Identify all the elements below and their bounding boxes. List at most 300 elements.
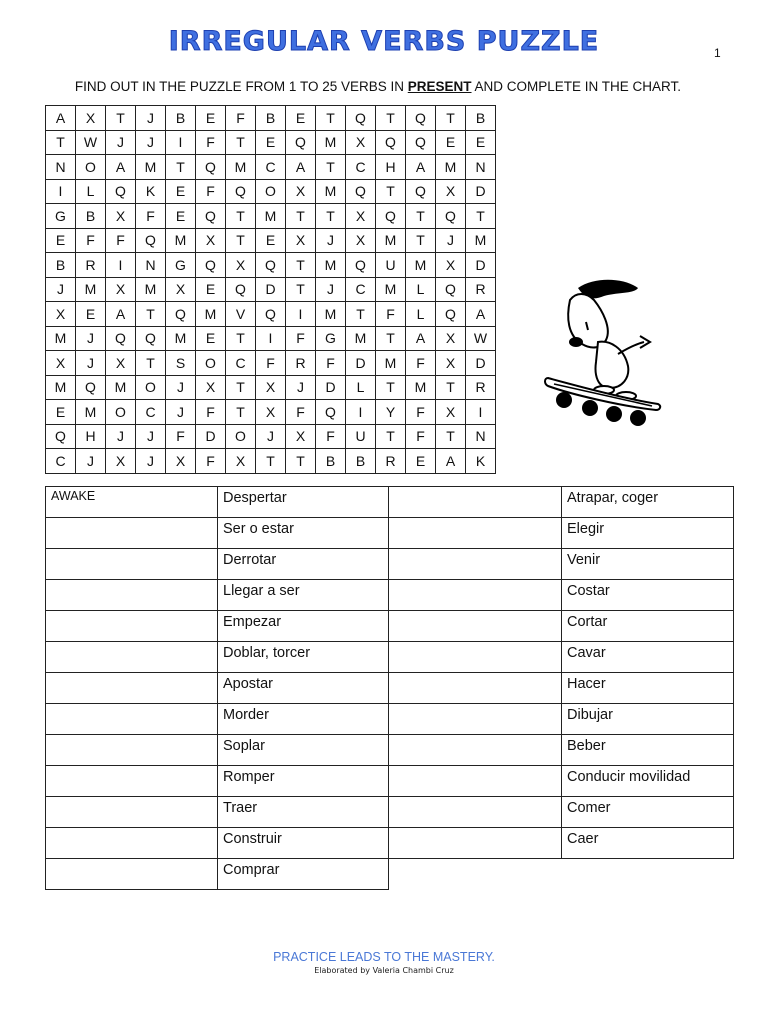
grid-letter: F bbox=[316, 351, 346, 376]
grid-letter: Q bbox=[256, 302, 286, 327]
grid-letter: T bbox=[286, 449, 316, 474]
grid-letter: X bbox=[436, 351, 466, 376]
grid-letter: Q bbox=[346, 253, 376, 278]
instructions bbox=[0, 79, 756, 94]
grid-letter: X bbox=[256, 375, 286, 400]
grid-letter: O bbox=[106, 400, 136, 425]
grid-letter: X bbox=[166, 277, 196, 302]
grid-letter: Q bbox=[46, 424, 76, 449]
grid-letter: E bbox=[256, 130, 286, 155]
grid-letter: T bbox=[436, 106, 466, 131]
grid-letter: E bbox=[406, 449, 436, 474]
chart-row bbox=[46, 828, 734, 859]
grid-letter: T bbox=[316, 106, 346, 131]
grid-letter: Q bbox=[226, 277, 256, 302]
grid-letter: F bbox=[406, 400, 436, 425]
chart-row bbox=[46, 580, 734, 611]
grid-letter: J bbox=[166, 400, 196, 425]
grid-letter: T bbox=[226, 326, 256, 351]
answer-cell[interactable] bbox=[46, 549, 218, 580]
grid-letter: T bbox=[226, 204, 256, 229]
grid-letter: E bbox=[196, 106, 226, 131]
grid-letter: N bbox=[466, 424, 496, 449]
chart-row bbox=[46, 797, 734, 828]
grid-letter: M bbox=[166, 228, 196, 253]
grid-letter: A bbox=[106, 155, 136, 180]
grid-letter: Q bbox=[436, 302, 466, 327]
grid-letter: A bbox=[46, 106, 76, 131]
answer-cell[interactable] bbox=[389, 611, 562, 642]
grid-letter: O bbox=[226, 424, 256, 449]
grid-letter: D bbox=[466, 351, 496, 376]
grid-letter: X bbox=[196, 228, 226, 253]
grid-letter: X bbox=[436, 326, 466, 351]
spanish-verb-cell: Atrapar, coger bbox=[562, 487, 734, 518]
grid-letter: D bbox=[316, 375, 346, 400]
spanish-verb-cell: Romper bbox=[218, 766, 389, 797]
grid-letter: Q bbox=[136, 228, 166, 253]
answer-cell[interactable] bbox=[46, 859, 218, 890]
grid-letter: W bbox=[466, 326, 496, 351]
grid-letter: B bbox=[76, 204, 106, 229]
grid-row bbox=[46, 179, 496, 204]
grid-letter: T bbox=[136, 302, 166, 327]
grid-letter: R bbox=[466, 277, 496, 302]
grid-row bbox=[46, 155, 496, 180]
grid-letter: M bbox=[256, 204, 286, 229]
grid-letter: F bbox=[196, 449, 226, 474]
grid-letter: Q bbox=[406, 106, 436, 131]
grid-letter: Q bbox=[406, 179, 436, 204]
grid-letter: M bbox=[46, 375, 76, 400]
grid-letter: X bbox=[436, 253, 466, 278]
spanish-verb-cell: Llegar a ser bbox=[218, 580, 389, 611]
grid-letter: O bbox=[136, 375, 166, 400]
grid-letter: X bbox=[346, 228, 376, 253]
grid-letter: X bbox=[286, 228, 316, 253]
grid-letter: T bbox=[406, 228, 436, 253]
grid-letter: F bbox=[406, 424, 436, 449]
spanish-verb-cell: Beber bbox=[562, 735, 734, 766]
grid-letter: J bbox=[76, 351, 106, 376]
grid-letter: J bbox=[76, 449, 106, 474]
spanish-verb-cell: Venir bbox=[562, 549, 734, 580]
grid-letter: F bbox=[136, 204, 166, 229]
grid-letter: F bbox=[226, 106, 256, 131]
spanish-verb-cell: Despertar bbox=[218, 487, 389, 518]
grid-letter: Q bbox=[226, 179, 256, 204]
spanish-verb-cell: Caer bbox=[562, 828, 734, 859]
grid-letter: J bbox=[106, 424, 136, 449]
spanish-verb-cell: Cortar bbox=[562, 611, 734, 642]
grid-letter: E bbox=[466, 130, 496, 155]
grid-letter: E bbox=[196, 326, 226, 351]
grid-letter: G bbox=[316, 326, 346, 351]
grid-letter: Q bbox=[406, 130, 436, 155]
grid-letter: E bbox=[286, 106, 316, 131]
grid-letter: M bbox=[376, 351, 406, 376]
spanish-verb-cell: Costar bbox=[562, 580, 734, 611]
grid-letter: F bbox=[376, 302, 406, 327]
answer-cell[interactable] bbox=[46, 642, 218, 673]
spanish-verb-cell: Comer bbox=[562, 797, 734, 828]
grid-letter: M bbox=[136, 155, 166, 180]
grid-letter: T bbox=[286, 204, 316, 229]
footer-credit: Elaborated by Valeria Chambi Cruz bbox=[314, 966, 454, 975]
grid-letter: C bbox=[46, 449, 76, 474]
spanish-verb-cell: Derrotar bbox=[218, 549, 389, 580]
grid-letter: T bbox=[436, 424, 466, 449]
grid-letter: J bbox=[136, 424, 166, 449]
spanish-verb-cell: Doblar, torcer bbox=[218, 642, 389, 673]
chart-row bbox=[46, 611, 734, 642]
grid-row bbox=[46, 253, 496, 278]
grid-letter: J bbox=[76, 326, 106, 351]
grid-letter: Y bbox=[376, 400, 406, 425]
grid-letter: Q bbox=[376, 130, 406, 155]
grid-letter: R bbox=[286, 351, 316, 376]
grid-letter: T bbox=[286, 253, 316, 278]
grid-letter: Q bbox=[286, 130, 316, 155]
grid-letter: B bbox=[46, 253, 76, 278]
grid-letter: U bbox=[376, 253, 406, 278]
grid-letter: D bbox=[256, 277, 286, 302]
grid-letter: X bbox=[346, 130, 376, 155]
grid-letter: T bbox=[376, 106, 406, 131]
grid-letter: Q bbox=[196, 155, 226, 180]
grid-letter: Q bbox=[196, 204, 226, 229]
grid-letter: J bbox=[106, 130, 136, 155]
grid-letter: T bbox=[376, 179, 406, 204]
spanish-verb-cell: Comprar bbox=[218, 859, 389, 890]
grid-row bbox=[46, 302, 496, 327]
chart-row bbox=[46, 735, 734, 766]
grid-row bbox=[46, 228, 496, 253]
grid-letter: O bbox=[76, 155, 106, 180]
grid-letter: J bbox=[316, 228, 346, 253]
grid-letter: F bbox=[196, 400, 226, 425]
grid-letter: E bbox=[436, 130, 466, 155]
grid-letter: R bbox=[466, 375, 496, 400]
grid-letter: H bbox=[76, 424, 106, 449]
answer-cell[interactable] bbox=[46, 735, 218, 766]
grid-row bbox=[46, 424, 496, 449]
grid-letter: T bbox=[226, 130, 256, 155]
grid-letter: X bbox=[226, 449, 256, 474]
snoopy-skateboard-illustration bbox=[540, 270, 670, 430]
grid-letter: F bbox=[166, 424, 196, 449]
grid-letter: F bbox=[286, 326, 316, 351]
answer-cell[interactable] bbox=[46, 766, 218, 797]
grid-letter: T bbox=[316, 204, 346, 229]
grid-letter: C bbox=[346, 155, 376, 180]
grid-letter: X bbox=[256, 400, 286, 425]
grid-letter: B bbox=[316, 449, 346, 474]
answer-cell[interactable] bbox=[389, 487, 562, 518]
grid-letter: Q bbox=[376, 204, 406, 229]
grid-letter: C bbox=[256, 155, 286, 180]
grid-letter: W bbox=[76, 130, 106, 155]
grid-letter: M bbox=[406, 375, 436, 400]
grid-row bbox=[46, 351, 496, 376]
grid-letter: Q bbox=[166, 302, 196, 327]
grid-letter: M bbox=[166, 326, 196, 351]
grid-letter: J bbox=[166, 375, 196, 400]
grid-letter: M bbox=[466, 228, 496, 253]
spanish-verb-cell: Ser o estar bbox=[218, 518, 389, 549]
grid-letter: F bbox=[256, 351, 286, 376]
spanish-verb-cell: Elegir bbox=[562, 518, 734, 549]
grid-letter: M bbox=[316, 179, 346, 204]
verbs-chart bbox=[45, 486, 734, 890]
grid-letter: E bbox=[46, 400, 76, 425]
grid-letter: J bbox=[136, 106, 166, 131]
answer-cell[interactable] bbox=[389, 704, 562, 735]
grid-letter: X bbox=[286, 179, 316, 204]
grid-letter: E bbox=[166, 179, 196, 204]
spanish-verb-cell: Hacer bbox=[562, 673, 734, 704]
chart-row bbox=[46, 859, 734, 890]
grid-letter: M bbox=[196, 302, 226, 327]
grid-letter: X bbox=[46, 351, 76, 376]
grid-letter: E bbox=[196, 277, 226, 302]
instructions-after: AND COMPLETE IN THE CHART. bbox=[471, 79, 682, 94]
grid-letter: J bbox=[136, 130, 166, 155]
spanish-verb-cell: Apostar bbox=[218, 673, 389, 704]
grid-letter: Q bbox=[136, 326, 166, 351]
grid-letter: M bbox=[136, 277, 166, 302]
grid-letter: R bbox=[76, 253, 106, 278]
grid-letter: X bbox=[166, 449, 196, 474]
answer-cell[interactable] bbox=[389, 642, 562, 673]
grid-letter: J bbox=[436, 228, 466, 253]
grid-letter: T bbox=[166, 155, 196, 180]
grid-letter: U bbox=[346, 424, 376, 449]
grid-letter: M bbox=[76, 277, 106, 302]
spanish-verb-cell: Cavar bbox=[562, 642, 734, 673]
grid-letter: A bbox=[106, 302, 136, 327]
grid-letter: K bbox=[466, 449, 496, 474]
grid-letter: T bbox=[466, 204, 496, 229]
grid-letter: V bbox=[226, 302, 256, 327]
grid-letter: M bbox=[316, 302, 346, 327]
page-title: IRREGULAR VERBS PUZZLE bbox=[168, 26, 600, 57]
grid-row bbox=[46, 204, 496, 229]
grid-letter: O bbox=[256, 179, 286, 204]
chart-row bbox=[46, 673, 734, 704]
grid-letter: X bbox=[346, 204, 376, 229]
grid-letter: X bbox=[436, 400, 466, 425]
grid-letter: D bbox=[196, 424, 226, 449]
grid-letter: T bbox=[226, 400, 256, 425]
grid-letter: T bbox=[376, 424, 406, 449]
empty-space bbox=[562, 859, 734, 890]
grid-letter: M bbox=[106, 375, 136, 400]
grid-letter: J bbox=[286, 375, 316, 400]
spanish-verb-cell: Empezar bbox=[218, 611, 389, 642]
grid-letter: E bbox=[76, 302, 106, 327]
grid-letter: T bbox=[376, 326, 406, 351]
grid-row bbox=[46, 375, 496, 400]
answer-cell[interactable] bbox=[46, 673, 218, 704]
answer-cell[interactable] bbox=[389, 828, 562, 859]
chart-row bbox=[46, 549, 734, 580]
grid-letter: X bbox=[46, 302, 76, 327]
spanish-verb-cell: Traer bbox=[218, 797, 389, 828]
grid-letter: E bbox=[256, 228, 286, 253]
grid-letter: K bbox=[136, 179, 166, 204]
grid-letter: C bbox=[346, 277, 376, 302]
grid-row bbox=[46, 449, 496, 474]
answer-cell[interactable] bbox=[389, 797, 562, 828]
answer-cell[interactable] bbox=[389, 580, 562, 611]
grid-letter: C bbox=[136, 400, 166, 425]
grid-letter: L bbox=[406, 277, 436, 302]
answer-cell[interactable] bbox=[389, 735, 562, 766]
grid-letter: G bbox=[166, 253, 196, 278]
chart-row bbox=[46, 704, 734, 735]
grid-letter: T bbox=[376, 375, 406, 400]
grid-letter: F bbox=[196, 179, 226, 204]
grid-row bbox=[46, 277, 496, 302]
grid-letter: I bbox=[286, 302, 316, 327]
empty-space bbox=[389, 859, 562, 890]
grid-letter: M bbox=[316, 253, 346, 278]
grid-letter: I bbox=[106, 253, 136, 278]
answer-cell[interactable] bbox=[389, 673, 562, 704]
grid-row bbox=[46, 106, 496, 131]
chart-row bbox=[46, 518, 734, 549]
grid-letter: X bbox=[106, 277, 136, 302]
grid-letter: T bbox=[436, 375, 466, 400]
grid-row bbox=[46, 326, 496, 351]
instructions-emphasis: PRESENT bbox=[407, 79, 472, 94]
answer-cell[interactable] bbox=[46, 828, 218, 859]
footer-motto: PRACTICE LEADS TO THE MASTERY. bbox=[273, 950, 495, 964]
grid-letter: D bbox=[346, 351, 376, 376]
grid-letter: F bbox=[76, 228, 106, 253]
answer-cell[interactable]: AWAKE bbox=[46, 487, 218, 518]
instructions-before: FIND OUT IN THE PUZZLE FROM 1 TO 25 VERBS IN bbox=[74, 79, 408, 94]
grid-letter: L bbox=[406, 302, 436, 327]
spanish-verb-cell: Construir bbox=[218, 828, 389, 859]
grid-letter: F bbox=[316, 424, 346, 449]
grid-letter: Q bbox=[256, 253, 286, 278]
grid-letter: F bbox=[196, 130, 226, 155]
grid-letter: A bbox=[436, 449, 466, 474]
grid-letter: X bbox=[226, 253, 256, 278]
grid-letter: M bbox=[376, 277, 406, 302]
grid-letter: F bbox=[106, 228, 136, 253]
grid-letter: N bbox=[466, 155, 496, 180]
grid-letter: T bbox=[346, 302, 376, 327]
page-number: 1 bbox=[714, 46, 721, 60]
grid-letter: E bbox=[46, 228, 76, 253]
grid-letter: J bbox=[256, 424, 286, 449]
grid-letter: X bbox=[106, 204, 136, 229]
grid-letter: X bbox=[286, 424, 316, 449]
grid-letter: I bbox=[46, 179, 76, 204]
grid-letter: J bbox=[316, 277, 346, 302]
grid-letter: D bbox=[466, 253, 496, 278]
grid-letter: X bbox=[196, 375, 226, 400]
spanish-verb-cell: Dibujar bbox=[562, 704, 734, 735]
answer-cell[interactable] bbox=[389, 518, 562, 549]
grid-letter: Q bbox=[196, 253, 226, 278]
spanish-verb-cell: Morder bbox=[218, 704, 389, 735]
chart-row bbox=[46, 487, 734, 518]
grid-letter: Q bbox=[106, 179, 136, 204]
grid-letter: M bbox=[316, 130, 346, 155]
grid-letter: B bbox=[166, 106, 196, 131]
grid-row bbox=[46, 130, 496, 155]
grid-letter: X bbox=[76, 106, 106, 131]
grid-letter: A bbox=[406, 326, 436, 351]
answer-cell[interactable] bbox=[46, 797, 218, 828]
grid-letter: I bbox=[256, 326, 286, 351]
grid-letter: T bbox=[316, 155, 346, 180]
grid-letter: F bbox=[286, 400, 316, 425]
grid-letter: J bbox=[46, 277, 76, 302]
grid-letter: B bbox=[346, 449, 376, 474]
grid-letter: Q bbox=[316, 400, 346, 425]
grid-letter: G bbox=[46, 204, 76, 229]
grid-letter: T bbox=[106, 106, 136, 131]
grid-letter: Q bbox=[346, 179, 376, 204]
spanish-verb-cell: Conducir movilidad bbox=[562, 766, 734, 797]
answer-cell[interactable] bbox=[389, 549, 562, 580]
grid-letter: B bbox=[466, 106, 496, 131]
grid-letter: M bbox=[46, 326, 76, 351]
grid-letter: E bbox=[166, 204, 196, 229]
grid-letter: L bbox=[346, 375, 376, 400]
grid-letter: A bbox=[406, 155, 436, 180]
spanish-verb-cell: Soplar bbox=[218, 735, 389, 766]
grid-letter: X bbox=[436, 179, 466, 204]
answer-cell[interactable] bbox=[46, 580, 218, 611]
grid-letter: A bbox=[466, 302, 496, 327]
grid-letter: N bbox=[136, 253, 166, 278]
grid-letter: T bbox=[406, 204, 436, 229]
grid-letter: Q bbox=[76, 375, 106, 400]
grid-letter: M bbox=[76, 400, 106, 425]
chart-row bbox=[46, 766, 734, 797]
grid-row bbox=[46, 400, 496, 425]
grid-letter: A bbox=[286, 155, 316, 180]
answer-cell[interactable] bbox=[46, 704, 218, 735]
grid-letter: L bbox=[76, 179, 106, 204]
answer-cell[interactable] bbox=[389, 766, 562, 797]
grid-letter: X bbox=[106, 351, 136, 376]
answer-cell[interactable] bbox=[46, 611, 218, 642]
grid-letter: T bbox=[136, 351, 166, 376]
grid-letter: J bbox=[136, 449, 166, 474]
grid-letter: H bbox=[376, 155, 406, 180]
grid-letter: M bbox=[226, 155, 256, 180]
grid-letter: I bbox=[466, 400, 496, 425]
grid-letter: I bbox=[346, 400, 376, 425]
chart-row bbox=[46, 642, 734, 673]
grid-letter: Q bbox=[436, 204, 466, 229]
grid-letter: Q bbox=[346, 106, 376, 131]
grid-letter: C bbox=[226, 351, 256, 376]
answer-cell[interactable] bbox=[46, 518, 218, 549]
grid-letter: M bbox=[436, 155, 466, 180]
word-search-grid bbox=[45, 105, 496, 474]
grid-letter: R bbox=[376, 449, 406, 474]
grid-letter: I bbox=[166, 130, 196, 155]
grid-letter: X bbox=[106, 449, 136, 474]
